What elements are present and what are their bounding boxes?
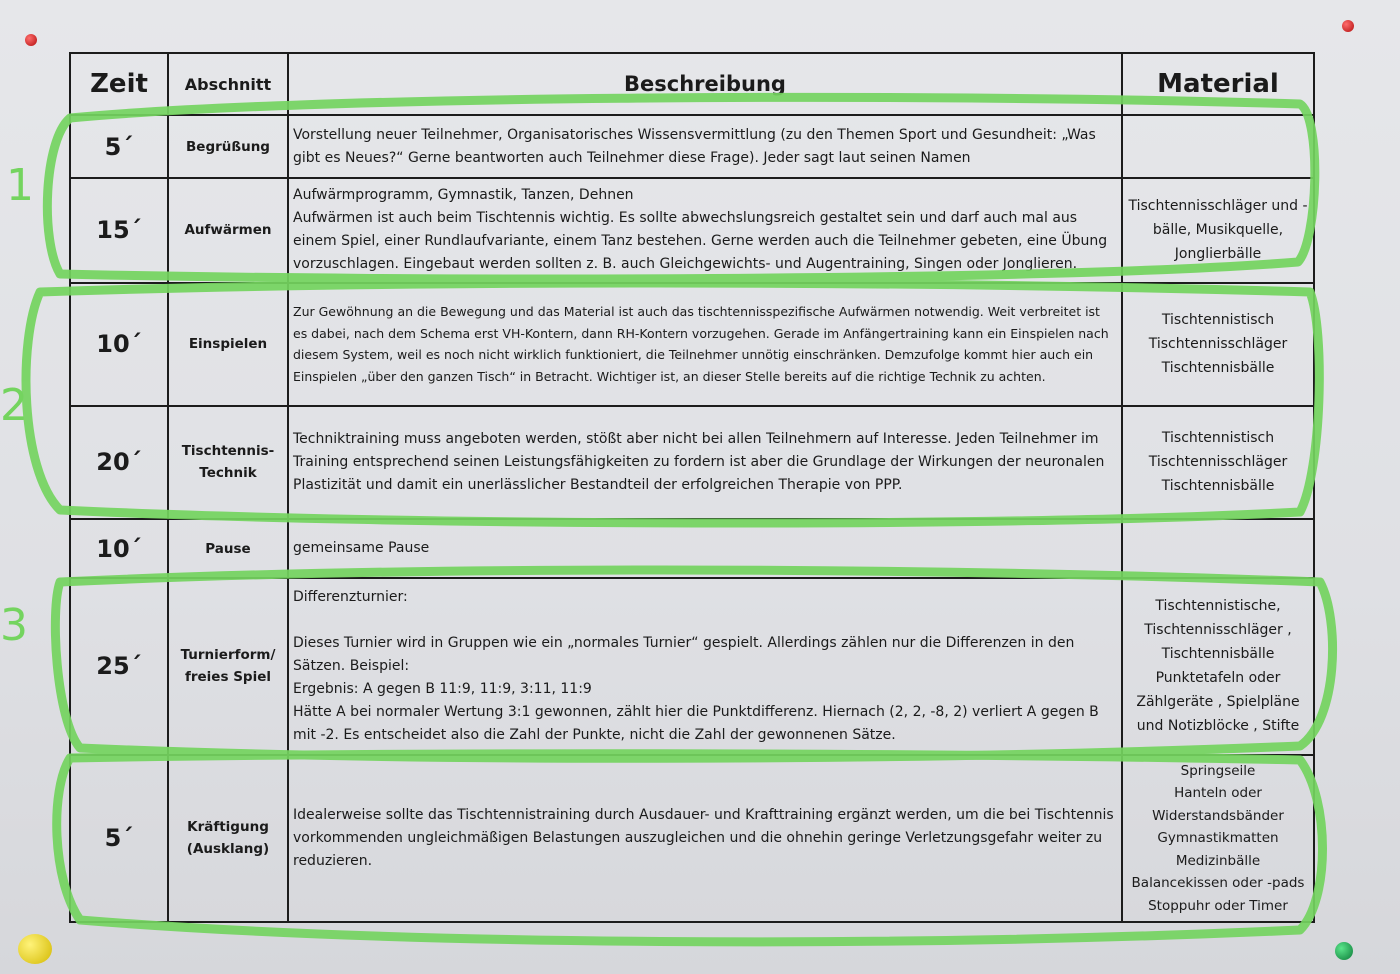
yellow-pin-bottom-left (18, 934, 52, 964)
header-zeit: Zeit (70, 53, 168, 115)
zeit-cell: 25´ (70, 578, 168, 754)
zeit-cell: 5´ (70, 115, 168, 178)
annotation-number-3: 3 (0, 600, 28, 651)
zeit-cell: 15´ (70, 178, 168, 282)
beschreibung-cell: gemeinsame Pause (288, 519, 1122, 578)
material-cell: Tischtennistisch Tischtennisschläger Tischtennisbälle (1122, 283, 1314, 406)
training-plan-table (69, 52, 1315, 923)
abschnitt-cell: Pause (168, 519, 288, 578)
material-cell: Tischtennistische, Tischtennisschläger , Tischtennisbälle Punktetafeln oder Zählgeräte , Spielpläne und Notizblöcke , Stifte (1122, 578, 1314, 754)
abschnitt-cell: Turnierform/ freies Spiel (168, 578, 288, 754)
red-pin-top-left (25, 34, 37, 46)
material-cell: Tischtennistisch Tischtennisschläger Tischtennisbälle (1122, 406, 1314, 519)
abschnitt-cell: Kräftigung (Ausklang) (168, 755, 288, 922)
beschreibung-cell: Aufwärmprogramm, Gymnastik, Tanzen, Dehnen Aufwärmen ist auch beim Tischtennis wichtig. Es sollte abwechslungsreich gestaltet sein und darf auch mal aus einem Spiel, einer Rundlaufvariante, einem Tanz bestehen. Gerne werden auch die Teilnehmer gebeten, eine Übung vorzuschlagen. Eingebaut werden sollten z. B. auch Gleichgewichts- und Augentraining, Singen oder Jonglieren. (288, 178, 1122, 282)
red-pin-top-right (1342, 20, 1354, 32)
header-abschnitt: Abschnitt (168, 53, 288, 115)
material-cell (1122, 519, 1314, 578)
table-row (70, 578, 1314, 754)
annotation-number-2: 2 (0, 380, 28, 431)
beschreibung-cell: Zur Gewöhnung an die Bewegung und das Material ist auch das tischtennisspezifische Aufwärmen notwendig. Weit verbreitet ist es dabei, nach dem Schema erst VH-Kontern, dann RH-Kontern vorzugehen. Gerade im Anfängertraining kann ein Einspielen nach diesem System, weil es noch nicht wirklich funktioniert, die Teilnehmer unnötig einschränken. Demzufolge kommt hier auch ein Einspielen „über den ganzen Tisch“ in Betracht. Wichtiger ist, an dieser Stelle bereits auf die richtige Technik zu achten. (288, 283, 1122, 406)
abschnitt-cell: Tischtennis- Technik (168, 406, 288, 519)
table-row (70, 178, 1314, 282)
abschnitt-cell: Einspielen (168, 283, 288, 406)
table-row (70, 115, 1314, 178)
abschnitt-cell: Begrüßung (168, 115, 288, 178)
zeit-cell: 20´ (70, 406, 168, 519)
material-cell: Tischtennisschläger und -bälle, Musikquelle, Jonglierbälle (1122, 178, 1314, 282)
zeit-cell: 10´ (70, 519, 168, 578)
zeit-cell: 5´ (70, 755, 168, 922)
header-material: Material (1122, 53, 1314, 115)
material-cell (1122, 115, 1314, 178)
green-pin-bottom-right (1335, 942, 1353, 960)
beschreibung-cell: Idealerweise sollte das Tischtennistraining durch Ausdauer- und Krafttraining ergänzt werden, um die bei Tischtennis vorkommenden ungleichmäßigen Belastungen auszugleichen und die ohnehin geringe Verletzungsgefahr weiter zu reduzieren. (288, 755, 1122, 922)
header-row (70, 53, 1314, 115)
table-row (70, 519, 1314, 578)
beschreibung-cell: Differenzturnier: Dieses Turnier wird in Gruppen wie ein „normales Turnier“ gespielt. Allerdings zählen nur die Differenzen in den Sätzen. Beispiel: Ergebnis: A gegen B 11:9, 11:9, 3:11, 11:9 Hätte A bei normaler Wertung 3:1 gewonnen, zählt hier die Punktdifferenz. Hiernach (2, 2, -8, 2) verliert A gegen B mit -2. Es entscheidet also die Zahl der Punkte, nicht die Zahl der gewonnenen Sätze. (288, 578, 1122, 754)
material-cell: Springseile Hanteln oder Widerstandsbänder Gymnastikmatten Medizinbälle Balancekissen oder -pads Stoppuhr oder Timer (1122, 755, 1314, 922)
annotation-number-1: 1 (6, 160, 34, 211)
header-beschreibung: Beschreibung (288, 53, 1122, 115)
beschreibung-cell: Vorstellung neuer Teilnehmer, Organisatorisches Wissensvermittlung (zu den Themen Sport und Gesundheit: „Was gibt es Neues?“ Gerne beantworten auch Teilnehmer diese Frage). Jeder sagt laut seinen Namen (288, 115, 1122, 178)
table-row (70, 755, 1314, 922)
abschnitt-cell: Aufwärmen (168, 178, 288, 282)
zeit-cell: 10´ (70, 283, 168, 406)
beschreibung-cell: Techniktraining muss angeboten werden, stößt aber nicht bei allen Teilnehmern auf Interesse. Jeden Teilnehmer im Training entsprechend seinen Leistungsfähigkeiten zu fordern ist aber die Grundlage der Wirkungen der neuronalen Plastizität und damit ein unerlässlicher Bestandteil der erfolgreichen Therapie von PPP. (288, 406, 1122, 519)
table-row (70, 283, 1314, 406)
table-row (70, 406, 1314, 519)
